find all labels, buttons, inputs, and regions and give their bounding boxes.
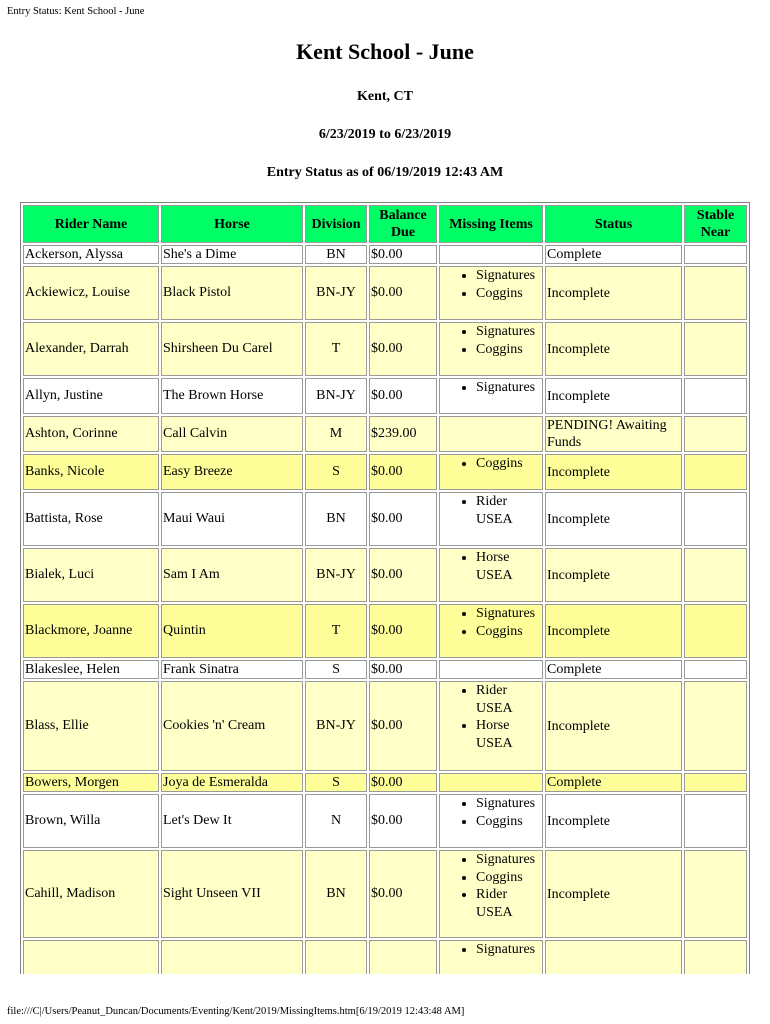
cell-missing-items [439,378,543,414]
cell-rider-name: Ackerson, Alyssa [23,245,159,264]
missing-item: • Coggins [476,455,542,473]
cell-stable-near [684,548,747,602]
cell-division: S [305,660,367,679]
missing-items-list [440,941,542,959]
cell-rider-name: Ashton, Corinne [23,416,159,452]
cell-stable-near [684,604,747,658]
table-row [23,681,747,771]
cell-rider-name: Allyn, Justine [23,378,159,414]
cell-stable-near [684,245,747,264]
missing-item: • Signatures [476,605,542,623]
cell-missing-items [439,660,543,679]
cell-division: BN [305,492,367,546]
cell-missing-items [439,454,543,490]
cell-division: T [305,604,367,658]
column-header-stable-near: Stable Near [684,205,747,243]
cell-missing-items [439,850,543,938]
table-row [23,378,747,414]
cell-missing-items [439,245,543,264]
cell-division: BN [305,850,367,938]
cell-rider-name: Alexander, Darrah [23,322,159,376]
cell-rider-name: Blass, Ellie [23,681,159,771]
missing-items-list [440,455,542,473]
cell-status: Incomplete [545,850,682,938]
missing-item: • Rider USEA [476,493,542,528]
cell-status: Incomplete [545,454,682,490]
cell-stable-near [684,660,747,679]
cell-stable-near [684,850,747,938]
cell-rider-name: Cahill, Madison [23,850,159,938]
cell-missing-items [439,548,543,602]
cell-horse: Maui Waui [161,492,303,546]
cell-stable-near [684,378,747,414]
table-row [23,322,747,376]
entry-rows [23,245,747,974]
cell-status: Complete [545,773,682,792]
table-row [23,850,747,938]
cell-division: N [305,794,367,848]
cell-horse: Let's Dew It [161,794,303,848]
cell-status: Incomplete [545,794,682,848]
cell-division: BN-JY [305,681,367,771]
missing-items-list [440,605,542,640]
cell-stable-near [684,416,747,452]
missing-item: • Coggins [476,341,542,359]
cell-status: Complete [545,245,682,264]
page-title: Kent School - June [296,39,474,64]
cell-status: Incomplete [545,548,682,602]
entry-status-table-container [20,202,750,974]
table-row [23,245,747,264]
event-location: Kent, CT [357,89,413,104]
table-row [23,940,747,974]
cell-missing-items [439,266,543,320]
cell-stable-near [684,681,747,771]
cell-rider-name: Battista, Rose [23,492,159,546]
missing-item: • Horse USEA [476,549,542,584]
cell-balance-due: $0.00 [369,681,437,771]
cell-balance-due: $0.00 [369,773,437,792]
cell-horse: Call Calvin [161,416,303,452]
missing-item: • Signatures [476,941,542,959]
cell-rider-name: Ackiewicz, Louise [23,266,159,320]
cell-horse: Quintin [161,604,303,658]
cell-horse: Sam I Am [161,548,303,602]
cell-status: Incomplete [545,604,682,658]
cell-status: Incomplete [545,492,682,546]
cell-balance-due: $239.00 [369,416,437,452]
column-header-status: Status [545,205,682,243]
entry-status-timestamp: Entry Status as of 06/19/2019 12:43 AM [266,165,504,180]
table-row [23,660,747,679]
cell-stable-near [684,773,747,792]
cell-division: S [305,454,367,490]
cell-division: S [305,773,367,792]
cell-missing-items [439,794,543,848]
cell-rider-name: Blakeslee, Helen [23,660,159,679]
cell-balance-due: $0.00 [369,378,437,414]
missing-item: • Horse USEA [476,717,542,752]
table-row [23,266,747,320]
cell-missing-items [439,940,543,974]
missing-item: • Signatures [476,267,542,285]
cell-status: Complete [545,660,682,679]
missing-items-list [440,493,542,528]
cell-rider-name: Brown, Willa [23,794,159,848]
missing-items-list [440,682,542,752]
table-row [23,604,747,658]
cell-status: Incomplete [545,378,682,414]
cell-balance-due: $0.00 [369,245,437,264]
cell-missing-items [439,416,543,452]
cell-horse: Black Pistol [161,266,303,320]
cell-rider-name: Bowers, Morgen [23,773,159,792]
cell-division: M [305,416,367,452]
table-row [23,548,747,602]
missing-items-list [440,267,542,302]
cell-balance-due: $0.00 [369,322,437,376]
cell-status [545,940,682,974]
cell-missing-items [439,681,543,771]
cell-balance-due: $0.00 [369,548,437,602]
missing-items-list [440,379,542,397]
missing-items-list [440,323,542,358]
missing-item: • Rider USEA [476,682,542,717]
cell-division: BN-JY [305,378,367,414]
missing-item: • Coggins [476,623,542,641]
cell-horse: Joya de Esmeralda [161,773,303,792]
cell-stable-near [684,940,747,974]
print-footer: file:///C|/Users/Peanut_Duncan/Documents/Eventing/Kent/2019/MissingItems.htm[6/19/2019 12:43:48 AM] [7,1006,465,1017]
missing-item: • Signatures [476,795,542,813]
column-header-missing-items: Missing Items [439,205,543,243]
missing-item: • Coggins [476,813,542,831]
cell-horse: The Brown Horse [161,378,303,414]
cell-missing-items [439,604,543,658]
missing-item: • Signatures [476,379,542,397]
cell-missing-items [439,773,543,792]
cell-rider-name: Blackmore, Joanne [23,604,159,658]
column-header-horse: Horse [161,205,303,243]
column-header-division: Division [305,205,367,243]
cell-balance-due: $0.00 [369,492,437,546]
missing-item: • Signatures [476,851,542,869]
print-header: Entry Status: Kent School - June [7,6,145,17]
table-row [23,454,747,490]
header-row [23,205,747,243]
cell-status: Incomplete [545,322,682,376]
missing-item: • Signatures [476,323,542,341]
cell-balance-due: $0.00 [369,266,437,320]
column-header-balance-due: Balance Due [369,205,437,243]
cell-horse: Easy Breeze [161,454,303,490]
cell-balance-due [369,940,437,974]
cell-balance-due: $0.00 [369,850,437,938]
cell-horse: She's a Dime [161,245,303,264]
cell-rider-name: Banks, Nicole [23,454,159,490]
cell-horse [161,940,303,974]
cell-division: BN-JY [305,266,367,320]
cell-balance-due: $0.00 [369,604,437,658]
cell-stable-near [684,266,747,320]
table-row [23,794,747,848]
cell-balance-due: $0.00 [369,660,437,679]
cell-stable-near [684,794,747,848]
cell-division: BN [305,245,367,264]
cell-stable-near [684,492,747,546]
cell-division: BN-JY [305,548,367,602]
missing-items-list [440,549,542,584]
table-row [23,492,747,546]
cell-division: T [305,322,367,376]
cell-balance-due: $0.00 [369,454,437,490]
table-row [23,773,747,792]
missing-item: • Coggins [476,285,542,303]
missing-items-list [440,851,542,921]
cell-horse: Shirsheen Du Carel [161,322,303,376]
table-row [23,416,747,452]
cell-division [305,940,367,974]
cell-rider-name [23,940,159,974]
cell-rider-name: Bialek, Luci [23,548,159,602]
cell-missing-items [439,492,543,546]
cell-stable-near [684,454,747,490]
cell-horse: Cookies 'n' Cream [161,681,303,771]
entry-status-table [20,202,750,974]
cell-status: Incomplete [545,266,682,320]
missing-items-list [440,795,542,830]
cell-balance-due: $0.00 [369,794,437,848]
cell-status: Incomplete [545,681,682,771]
column-header-rider-name: Rider Name [23,205,159,243]
cell-missing-items [439,322,543,376]
event-date-range: 6/23/2019 to 6/23/2019 [318,127,452,142]
cell-stable-near [684,322,747,376]
missing-item: • Rider USEA [476,886,542,921]
missing-item: • Coggins [476,869,542,887]
cell-horse: Sight Unseen VII [161,850,303,938]
cell-horse: Frank Sinatra [161,660,303,679]
cell-status: PENDING! Awaiting Funds [545,416,682,452]
